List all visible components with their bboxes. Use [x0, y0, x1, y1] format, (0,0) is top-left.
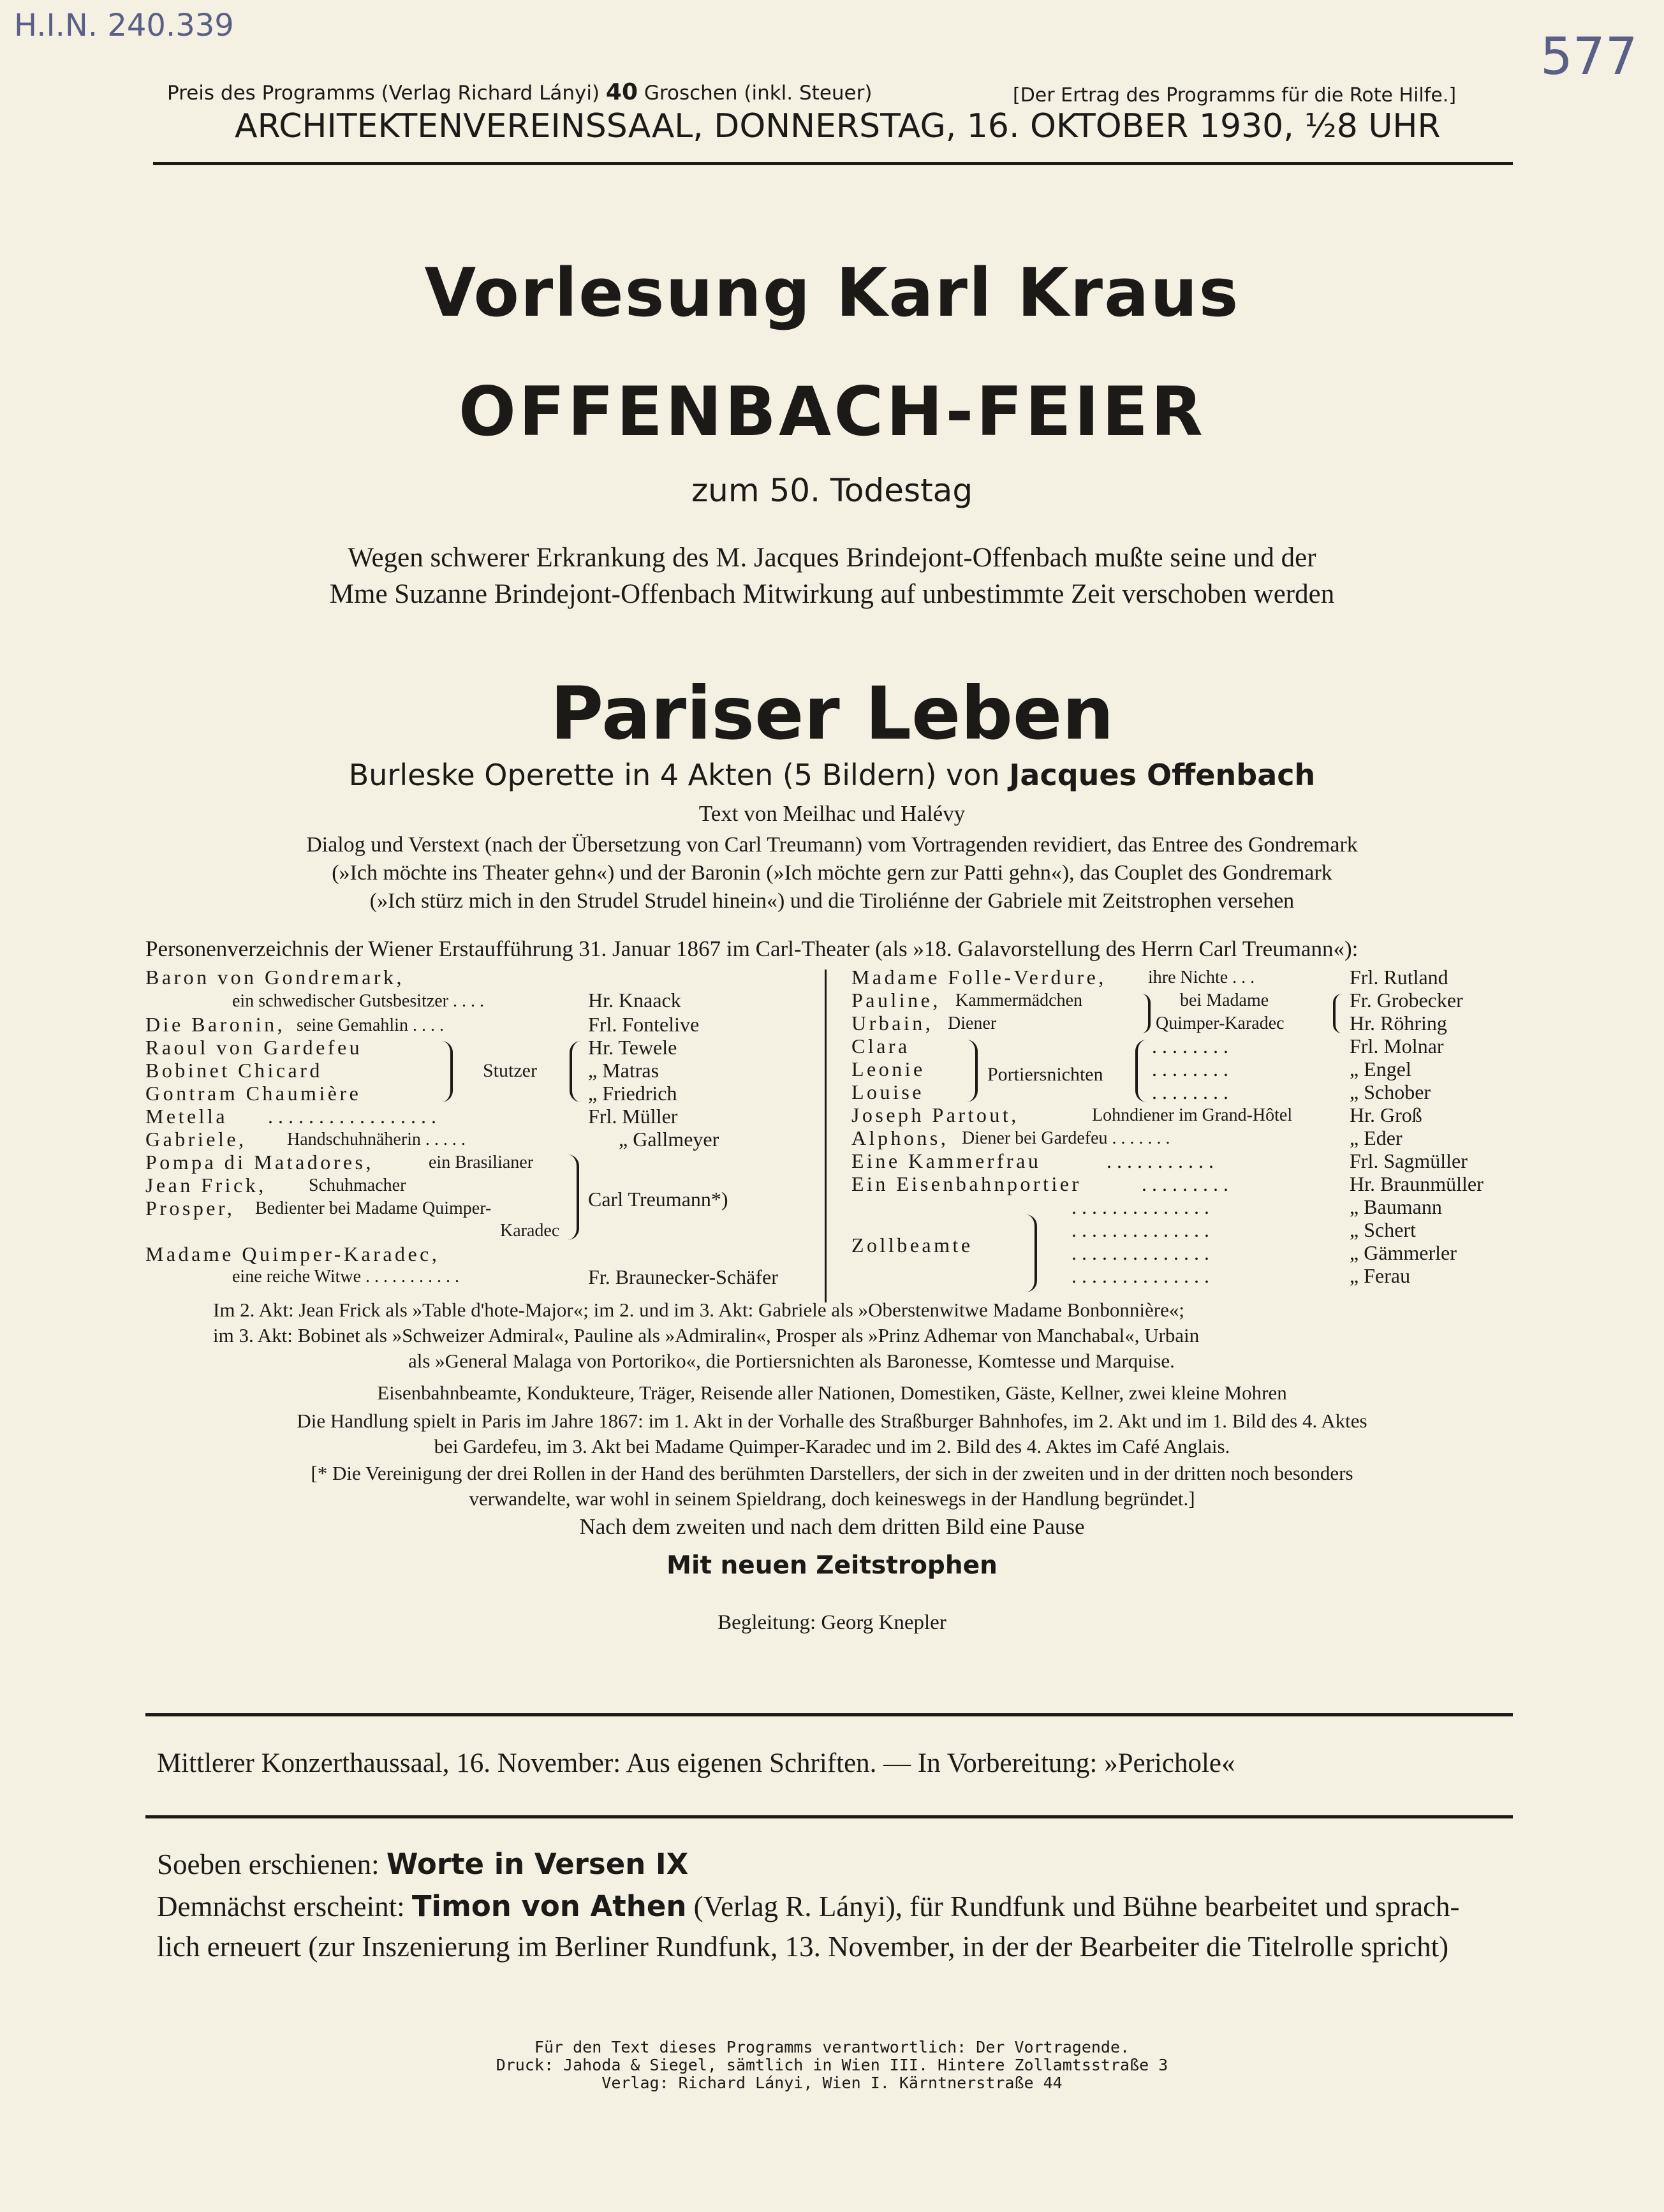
cast-actor: Fr. Grobecker	[1350, 989, 1463, 1012]
cast-name: Pauline,	[851, 989, 941, 1012]
maid-brace-left	[1142, 994, 1151, 1033]
cast-actor: Carl Treumann*)	[588, 1188, 728, 1211]
accompaniment-note: Begleitung: Georg Knepler	[718, 1611, 946, 1634]
customs-brace-left	[1026, 1214, 1037, 1292]
cast-leader-dots: . . . . . . . .	[1152, 1035, 1228, 1058]
cast-actor: „ Ferau	[1350, 1264, 1411, 1287]
cast-leader-dots: . . . . . . . . . . .	[1107, 1149, 1214, 1172]
cast-actor: Frl. Müller	[588, 1105, 678, 1128]
section-rule-1	[145, 1713, 1513, 1716]
cast-actor: Hr. Tewele	[588, 1036, 677, 1059]
cast-actor: Hr. Groß	[1350, 1103, 1422, 1126]
price-note-right: Groschen (inkl. Steuer)	[644, 82, 872, 105]
notice-line-1: Wegen schwerer Erkrankung des M. Jacques Brindejont-Offenbach mußte seine und der	[348, 543, 1316, 573]
cast-actor: „ Eder	[1350, 1126, 1403, 1149]
publications-label-2: Demnächst erscheint:	[157, 1891, 405, 1922]
cast-group-label: Stutzer	[483, 1060, 537, 1081]
publications-detail: (Verlag R. Lányi), für Rundfunk und Bühne bearbeitet und sprach-	[693, 1891, 1460, 1922]
cast-description: seine Gemahlin . . . .	[297, 1015, 444, 1035]
group-brace-left	[440, 1041, 453, 1102]
revision-line-2: (»Ich möchte ins Theater gehn«) und der Baronin (»Ich möchte gern zur Patti gehn«), das Couplet des Gondremark	[332, 861, 1332, 885]
group-brace-right	[570, 1041, 582, 1102]
cast-leader-dots: . . . . . . . .	[1152, 1080, 1228, 1103]
cast-actor: „ Schober	[1350, 1080, 1431, 1103]
cast-group-label: Portiersnichten	[987, 1064, 1103, 1085]
cancellation-notice	[0, 540, 1664, 612]
revision-note	[0, 831, 1664, 915]
cast-description: Diener bei Gardefeu . . . . . . .	[962, 1128, 1170, 1148]
cast-actor: „ Matras	[588, 1059, 659, 1082]
role-changes-line-2: im 3. Akt: Bobinet als »Schweizer Admiral«, Pauline als »Admiralin«, Prosper als »Prinz Adhemar von Manchabal«, Urbain	[213, 1324, 1200, 1346]
cast-name: Louise	[851, 1080, 924, 1103]
cast-description: Bedienter bei Madame Quimper-	[255, 1198, 492, 1218]
text-credit: Text von Meilhac und Halévy	[698, 801, 966, 826]
nieces-brace-left	[966, 1040, 978, 1102]
cast-name: Die Baronin,	[145, 1013, 286, 1036]
cast-name: Zollbeamte	[851, 1234, 973, 1257]
cast-leader-dots: . . . . . . . . . . . . . .	[1071, 1218, 1209, 1241]
imprint-line-3: Verlag: Richard Lányi, Wien I. Kärntnerstraße 44	[601, 2074, 1063, 2092]
cast-description: Kammermädchen	[955, 991, 1083, 1010]
footnote	[0, 1461, 1664, 1512]
event-subtitle: zum 50. Todestag	[691, 472, 973, 509]
cast-name: Pompa di Matadores,	[145, 1151, 374, 1174]
imprint-line-1: Für den Text dieses Programms verantwortlich: Der Vortragende.	[534, 2038, 1130, 2056]
cast-name: Madame Quimper-Karadec,	[145, 1242, 440, 1265]
cast-heading: Personenverzeichnis der Wiener Erstaufführung 31. Januar 1867 im Carl-Theater (als »18. Galavorstellung des Herrn Carl Treumann«):	[145, 936, 1358, 961]
maid-brace-right	[1333, 994, 1342, 1033]
cast-actor: „ Baumann	[1350, 1195, 1442, 1218]
publication-title-1: Worte in Versen IX	[386, 1847, 689, 1881]
cast-leader-dots: . . . . . . . . . . . . . .	[1071, 1241, 1209, 1264]
event-title: OFFENBACH-FEIER	[458, 372, 1206, 451]
publications-label-1: Soeben erschienen:	[157, 1848, 379, 1880]
cast-name: Bobinet Chicard	[145, 1059, 323, 1082]
cast-actor: Frl. Fontelive	[588, 1013, 700, 1036]
role-changes-note	[213, 1297, 1199, 1374]
revision-line-1: Dialog und Verstext (nach der Übersetzung von Carl Treumann) vom Vortragenden revidiert, das Entree des Gondremark	[306, 833, 1358, 857]
cast-leader-dots: . . . . . . . .	[1152, 1058, 1228, 1080]
cast-name: Raoul von Gardefeu	[145, 1036, 363, 1059]
role-changes-line-3: als »General Malaga von Portoriko«, die Portiersnichten als Baronesse, Komtesse und Marquise.	[408, 1350, 1175, 1372]
work-title: Pariser Leben	[550, 671, 1114, 756]
price-note-left: Preis des Programms (Verlag Richard Lányi)	[167, 82, 600, 105]
section-rule-2	[145, 1815, 1513, 1818]
cast-name: Gontram Chaumière	[145, 1082, 362, 1105]
cast-description: eine reiche Witwe . . . . . . . . . . .	[232, 1267, 460, 1287]
cast-actor: Hr. Knaack	[588, 989, 681, 1012]
page-title: Vorlesung Karl Kraus	[424, 254, 1240, 332]
new-verses-note: Mit neuen Zeitstrophen	[666, 1551, 998, 1580]
cast-actor: Frl. Sagmüller	[1350, 1149, 1468, 1172]
cast-actor: „ Friedrich	[588, 1082, 677, 1105]
proceeds-note: [Der Ertrag des Programms für die Rote Hilfe.]	[1013, 84, 1457, 107]
cast-actor: Hr. Braunmüller	[1350, 1172, 1484, 1195]
cast-name: Clara	[851, 1035, 910, 1058]
cast-column-divider	[825, 970, 827, 1302]
cast-name: Baron von Gondremark,	[145, 966, 405, 989]
footnote-line-2: verwandelte, war wohl in seinem Spieldrang, doch keineswegs in der Handlung begründet.]	[469, 1487, 1195, 1510]
cast-leader-dots: . . . . . . . . . . . . . .	[1071, 1264, 1209, 1287]
cast-description: Schuhmacher	[309, 1176, 406, 1195]
work-subtitle-text: Burleske Operette in 4 Akten (5 Bildern) von	[348, 758, 1000, 792]
footnote-line-1: [* Die Vereinigung der drei Rollen in der Hand des berühmten Darstellers, der sich in der zweiten und in der dritten noch besonders	[311, 1462, 1353, 1484]
cast-name: Jean Frick,	[145, 1174, 267, 1197]
cast-description: Lohndiener im Grand-Hôtel	[1092, 1105, 1293, 1125]
cast-leader-dots: . . . . . . . . . . . . . .	[1071, 1195, 1209, 1218]
setting-note	[0, 1408, 1664, 1459]
cast-description: ihre Nichte . . .	[1148, 968, 1255, 987]
cast-description: ein schwedischer Gutsbesitzer . . . .	[232, 991, 484, 1011]
next-event-line: Mittlerer Konzerthaussaal, 16. November: Aus eigenen Schriften. — In Vorbereitung: »Perichole«	[157, 1748, 1235, 1778]
price-note	[167, 79, 872, 105]
publications-line-3: lich erneuert (zur Inszenierung im Berliner Rundfunk, 13. November, in der der Bearbeiter die Titelrolle spricht)	[157, 1931, 1449, 1963]
cast-name: Joseph Partout,	[851, 1103, 1019, 1126]
cast-description: Karadec	[500, 1221, 560, 1241]
role-changes-line-1: Im 2. Akt: Jean Frick als »Table d'hote-Major«; im 2. und im 3. Akt: Gabriele als »Oberstenwitwe Madame Bonbonnière«;	[213, 1299, 1184, 1321]
revision-line-3: (»Ich stürz mich in den Strudel Strudel hinein«) und die Tiroliénne der Gabriele mit Zeitstrophen versehen	[369, 889, 1295, 913]
cast-actor: „ Engel	[1350, 1058, 1411, 1080]
publications-line-1	[157, 1847, 688, 1881]
venue-line: ARCHITEKTENVEREINSSAAL, DONNERSTAG, 16. OKTOBER 1930, ½8 UHR	[235, 107, 1441, 145]
setting-line-2: bei Gardefeu, im 3. Akt bei Madame Quimper-Karadec und im 2. Bild des 4. Aktes im Café Anglais.	[434, 1435, 1230, 1457]
imprint	[0, 2039, 1664, 2092]
cast-name: Gabriele,	[145, 1128, 247, 1151]
notice-line-2: Mme Suzanne Brindejont-Offenbach Mitwirkung auf unbestimmte Zeit verschoben werden	[329, 579, 1335, 609]
cast-actor: „ Schert	[1350, 1218, 1416, 1241]
pause-note: Nach dem zweiten und nach dem dritten Bild eine Pause	[579, 1514, 1085, 1539]
composer-name: Jacques Offenbach	[1009, 758, 1316, 792]
cast-description: ein Brasilianer	[429, 1153, 534, 1172]
cast-name: Alphons,	[851, 1126, 949, 1149]
cast-name: Ein Eisenbahnportier	[851, 1172, 1082, 1195]
cast-leader-dots: . . . . . . . . .	[1142, 1172, 1228, 1195]
archive-shelfmark: H.I.N. 240.339	[14, 8, 234, 43]
cast-actor: „ Gämmerler	[1350, 1241, 1457, 1264]
imprint-line-2: Druck: Jahoda & Siegel, sämtlich in Wien III. Hintere Zollamtsstraße 3	[496, 2056, 1168, 2074]
cast-actor: Fr. Braunecker-Schäfer	[588, 1265, 778, 1288]
cast-actor: „ Gallmeyer	[619, 1128, 719, 1151]
work-subtitle	[0, 758, 1664, 792]
archive-page-number: 577	[1540, 27, 1638, 86]
cast-name: Leonie	[851, 1058, 925, 1080]
extras-note: Eisenbahnbeamte, Kondukteure, Träger, Reisende aller Nationen, Domestiken, Gäste, Kellner, zwei kleine Mohren	[377, 1382, 1287, 1404]
cast-name: Metella	[145, 1105, 228, 1128]
cast-name: Urbain,	[851, 1012, 934, 1035]
treumann-brace	[568, 1154, 579, 1240]
cast-name: Prosper,	[145, 1197, 235, 1220]
publication-title-2: Timon von Athen	[411, 1889, 687, 1923]
nieces-brace-right	[1135, 1040, 1147, 1102]
cast-description: Handschuhnäherin . . . . .	[287, 1130, 466, 1149]
publications-line-2	[157, 1889, 1460, 1923]
cast-leader-dots: . . . . . . . . . . . . . . . . .	[268, 1105, 436, 1128]
cast-name: Eine Kammerfrau	[851, 1149, 1042, 1172]
header-rule	[153, 162, 1513, 165]
cast-actor: Frl. Rutland	[1350, 966, 1448, 989]
cast-group-label: Quimper-Karadec	[1156, 1014, 1285, 1033]
setting-line-1: Die Handlung spielt in Paris im Jahre 1867: im 1. Akt in der Vorhalle des Straßburger Bahnhofes, im 2. Akt und im 1. Bild des 4. Aktes	[297, 1410, 1367, 1432]
cast-description: Diener	[948, 1014, 997, 1033]
price-amount: 40	[605, 79, 638, 105]
cast-actor: Frl. Molnar	[1350, 1035, 1444, 1058]
cast-group-label: bei Madame	[1180, 991, 1269, 1010]
cast-actor: Hr. Röhring	[1350, 1012, 1447, 1035]
cast-name: Madame Folle-Verdure,	[851, 966, 1107, 989]
